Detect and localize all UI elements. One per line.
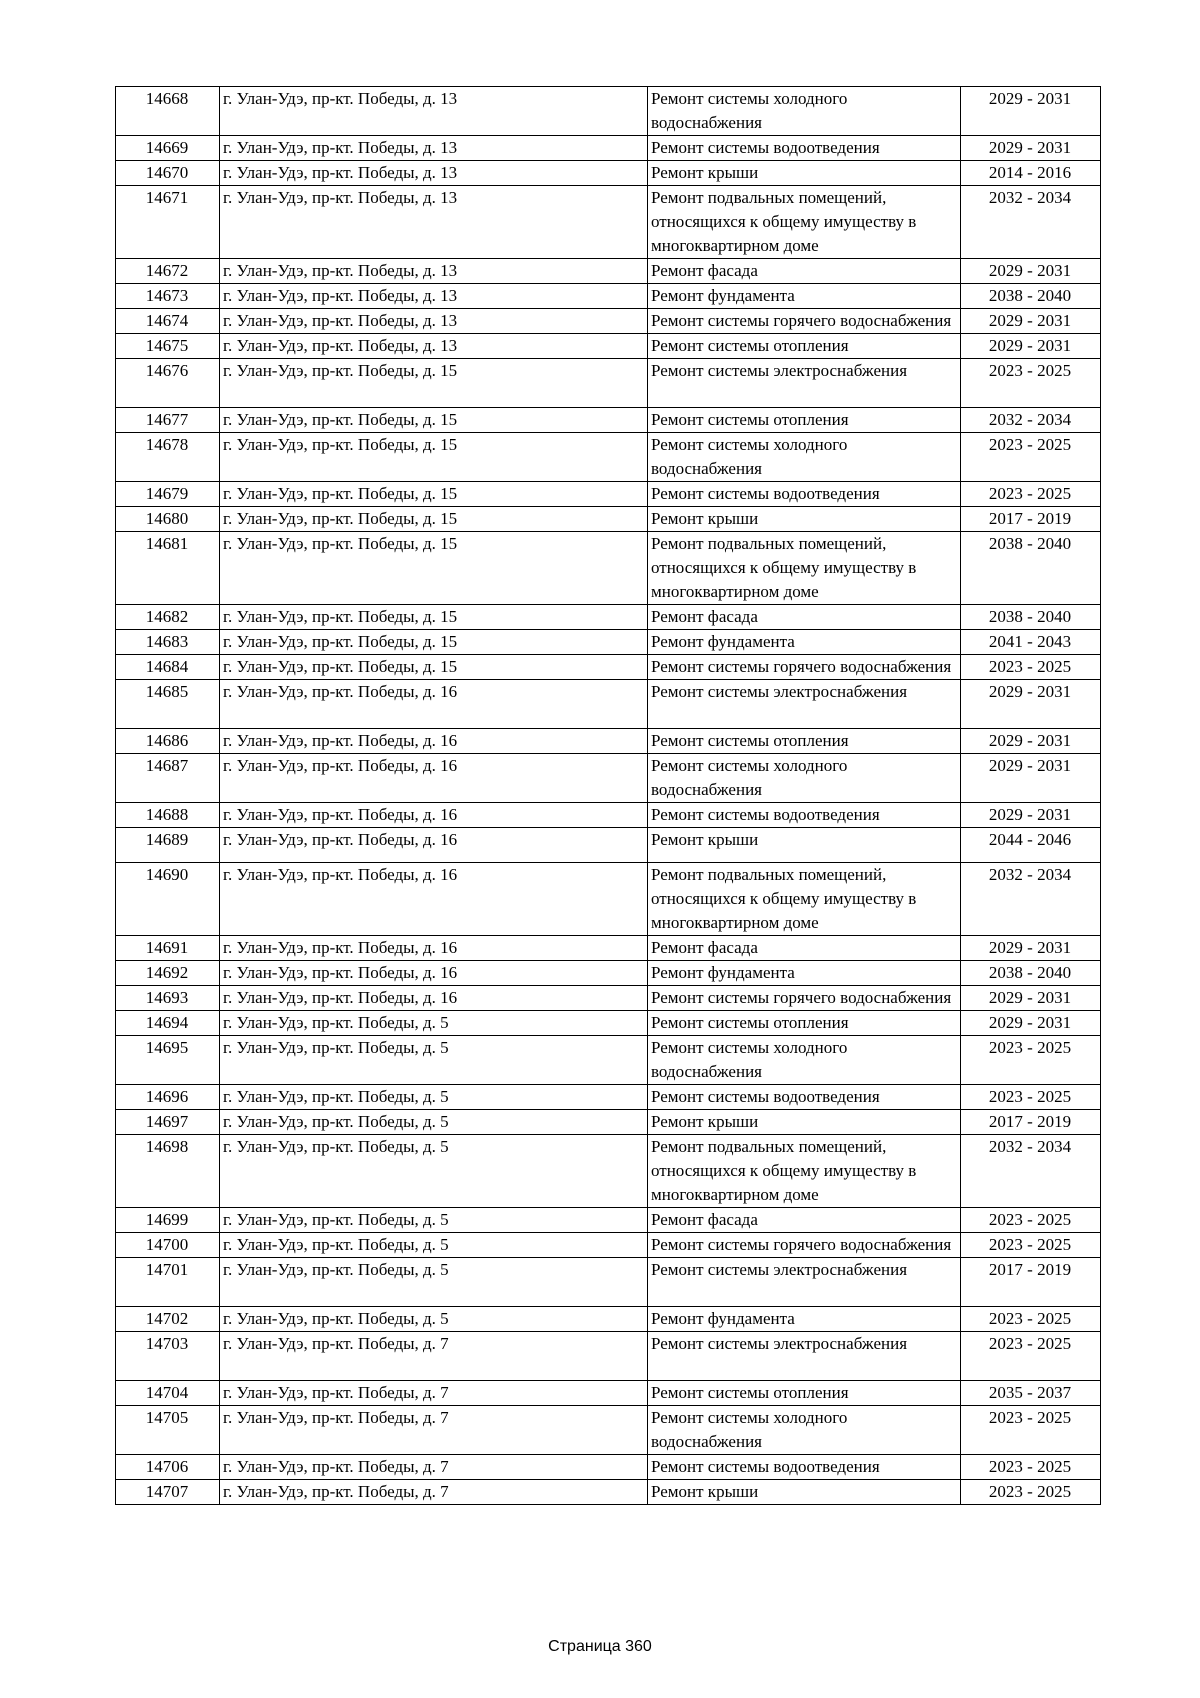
row-period: 2023 - 2025 — [961, 1208, 1101, 1233]
row-period: 2032 - 2034 — [961, 408, 1101, 433]
row-address: г. Улан-Удэ, пр-кт. Победы, д. 16 — [220, 680, 648, 729]
row-number: 14690 — [116, 863, 220, 936]
row-address: г. Улан-Удэ, пр-кт. Победы, д. 16 — [220, 863, 648, 936]
row-work-type: Ремонт крыши — [648, 507, 961, 532]
row-address: г. Улан-Удэ, пр-кт. Победы, д. 16 — [220, 961, 648, 986]
row-work-type: Ремонт системы отопления — [648, 1381, 961, 1406]
table-row — [116, 1011, 1101, 1036]
row-number: 14684 — [116, 655, 220, 680]
row-work-type: Ремонт крыши — [648, 161, 961, 186]
row-period: 2023 - 2025 — [961, 1307, 1101, 1332]
row-address: г. Улан-Удэ, пр-кт. Победы, д. 5 — [220, 1011, 648, 1036]
row-period: 2014 - 2016 — [961, 161, 1101, 186]
table-row — [116, 1085, 1101, 1110]
row-work-type: Ремонт фасада — [648, 605, 961, 630]
row-period: 2038 - 2040 — [961, 284, 1101, 309]
table-row — [116, 1258, 1101, 1307]
row-period: 2023 - 2025 — [961, 1332, 1101, 1381]
row-period: 2029 - 2031 — [961, 803, 1101, 828]
row-address: г. Улан-Удэ, пр-кт. Победы, д. 16 — [220, 936, 648, 961]
row-address: г. Улан-Удэ, пр-кт. Победы, д. 16 — [220, 986, 648, 1011]
row-work-type: Ремонт системы электроснабжения — [648, 680, 961, 729]
row-address: г. Улан-Удэ, пр-кт. Победы, д. 13 — [220, 309, 648, 334]
row-work-type: Ремонт подвальных помещений, относящихся к общему имуществу в многоквартирном доме — [648, 186, 961, 259]
row-address: г. Улан-Удэ, пр-кт. Победы, д. 15 — [220, 359, 648, 408]
row-number: 14697 — [116, 1110, 220, 1135]
row-address: г. Улан-Удэ, пр-кт. Победы, д. 7 — [220, 1480, 648, 1505]
row-work-type: Ремонт системы отопления — [648, 334, 961, 359]
table-row — [116, 1307, 1101, 1332]
table-row — [116, 136, 1101, 161]
table-row — [116, 828, 1101, 863]
row-number: 14687 — [116, 754, 220, 803]
table-row — [116, 729, 1101, 754]
table-body — [116, 87, 1101, 1505]
table-row — [116, 961, 1101, 986]
table-row — [116, 680, 1101, 729]
row-number: 14679 — [116, 482, 220, 507]
table-row — [116, 1332, 1101, 1381]
row-work-type: Ремонт фасада — [648, 259, 961, 284]
row-work-type: Ремонт системы отопления — [648, 1011, 961, 1036]
table-row — [116, 408, 1101, 433]
row-work-type: Ремонт системы отопления — [648, 408, 961, 433]
row-work-type: Ремонт крыши — [648, 1480, 961, 1505]
table-row — [116, 863, 1101, 936]
row-number: 14682 — [116, 605, 220, 630]
row-period: 2023 - 2025 — [961, 1480, 1101, 1505]
row-work-type: Ремонт системы холодного водоснабжения — [648, 87, 961, 136]
row-work-type: Ремонт крыши — [648, 828, 961, 863]
row-address: г. Улан-Удэ, пр-кт. Победы, д. 13 — [220, 186, 648, 259]
row-work-type: Ремонт системы холодного водоснабжения — [648, 754, 961, 803]
row-number: 14677 — [116, 408, 220, 433]
row-address: г. Улан-Удэ, пр-кт. Победы, д. 7 — [220, 1406, 648, 1455]
row-address: г. Улан-Удэ, пр-кт. Победы, д. 15 — [220, 655, 648, 680]
row-number: 14707 — [116, 1480, 220, 1505]
row-address: г. Улан-Удэ, пр-кт. Победы, д. 15 — [220, 605, 648, 630]
row-number: 14672 — [116, 259, 220, 284]
row-address: г. Улан-Удэ, пр-кт. Победы, д. 7 — [220, 1332, 648, 1381]
page-number: Страница 360 — [548, 1638, 652, 1655]
table-row — [116, 754, 1101, 803]
row-period: 2029 - 2031 — [961, 87, 1101, 136]
table-row — [116, 1110, 1101, 1135]
row-address: г. Улан-Удэ, пр-кт. Победы, д. 5 — [220, 1258, 648, 1307]
row-period: 2032 - 2034 — [961, 1135, 1101, 1208]
table-row — [116, 1480, 1101, 1505]
row-work-type: Ремонт системы электроснабжения — [648, 1332, 961, 1381]
row-number: 14669 — [116, 136, 220, 161]
row-number: 14681 — [116, 532, 220, 605]
row-address: г. Улан-Удэ, пр-кт. Победы, д. 7 — [220, 1381, 648, 1406]
row-number: 14703 — [116, 1332, 220, 1381]
row-number: 14691 — [116, 936, 220, 961]
table-row — [116, 803, 1101, 828]
row-number: 14693 — [116, 986, 220, 1011]
row-number: 14670 — [116, 161, 220, 186]
row-number: 14705 — [116, 1406, 220, 1455]
row-period: 2017 - 2019 — [961, 507, 1101, 532]
row-address: г. Улан-Удэ, пр-кт. Победы, д. 15 — [220, 482, 648, 507]
row-work-type: Ремонт фундамента — [648, 284, 961, 309]
row-period: 2023 - 2025 — [961, 1085, 1101, 1110]
row-period: 2029 - 2031 — [961, 754, 1101, 803]
table-row — [116, 87, 1101, 136]
row-number: 14686 — [116, 729, 220, 754]
table-row — [116, 259, 1101, 284]
row-period: 2023 - 2025 — [961, 1455, 1101, 1480]
row-period: 2032 - 2034 — [961, 186, 1101, 259]
row-number: 14701 — [116, 1258, 220, 1307]
row-address: г. Улан-Удэ, пр-кт. Победы, д. 13 — [220, 136, 648, 161]
row-period: 2029 - 2031 — [961, 1011, 1101, 1036]
row-number: 14702 — [116, 1307, 220, 1332]
row-address: г. Улан-Удэ, пр-кт. Победы, д. 15 — [220, 532, 648, 605]
table-row — [116, 186, 1101, 259]
row-number: 14695 — [116, 1036, 220, 1085]
table-row — [116, 433, 1101, 482]
row-work-type: Ремонт системы водоотведения — [648, 1455, 961, 1480]
row-work-type: Ремонт подвальных помещений, относящихся к общему имуществу в многоквартирном доме — [648, 1135, 961, 1208]
table-row — [116, 1036, 1101, 1085]
row-address: г. Улан-Удэ, пр-кт. Победы, д. 13 — [220, 284, 648, 309]
row-period: 2029 - 2031 — [961, 936, 1101, 961]
row-work-type: Ремонт системы холодного водоснабжения — [648, 1406, 961, 1455]
row-period: 2038 - 2040 — [961, 532, 1101, 605]
table-row — [116, 1381, 1101, 1406]
row-period: 2023 - 2025 — [961, 482, 1101, 507]
row-number: 14671 — [116, 186, 220, 259]
row-work-type: Ремонт подвальных помещений, относящихся к общему имуществу в многоквартирном доме — [648, 532, 961, 605]
table-row — [116, 1406, 1101, 1455]
row-work-type: Ремонт фасада — [648, 1208, 961, 1233]
row-work-type: Ремонт системы горячего водоснабжения — [648, 986, 961, 1011]
table-row — [116, 1135, 1101, 1208]
table-row — [116, 507, 1101, 532]
row-work-type: Ремонт фундамента — [648, 961, 961, 986]
row-period: 2023 - 2025 — [961, 1406, 1101, 1455]
table-row — [116, 334, 1101, 359]
row-period: 2029 - 2031 — [961, 334, 1101, 359]
row-work-type: Ремонт системы электроснабжения — [648, 1258, 961, 1307]
row-address: г. Улан-Удэ, пр-кт. Победы, д. 5 — [220, 1110, 648, 1135]
table-row — [116, 532, 1101, 605]
row-period: 2023 - 2025 — [961, 655, 1101, 680]
row-work-type: Ремонт системы водоотведения — [648, 1085, 961, 1110]
row-address: г. Улан-Удэ, пр-кт. Победы, д. 5 — [220, 1307, 648, 1332]
row-number: 14699 — [116, 1208, 220, 1233]
row-period: 2029 - 2031 — [961, 986, 1101, 1011]
row-address: г. Улан-Удэ, пр-кт. Победы, д. 16 — [220, 729, 648, 754]
table-row — [116, 630, 1101, 655]
row-work-type: Ремонт фасада — [648, 936, 961, 961]
row-work-type: Ремонт системы холодного водоснабжения — [648, 433, 961, 482]
row-period: 2029 - 2031 — [961, 729, 1101, 754]
row-work-type: Ремонт системы отопления — [648, 729, 961, 754]
row-number: 14698 — [116, 1135, 220, 1208]
table-row — [116, 1455, 1101, 1480]
row-number: 14675 — [116, 334, 220, 359]
table-row — [116, 1233, 1101, 1258]
row-address: г. Улан-Удэ, пр-кт. Победы, д. 15 — [220, 507, 648, 532]
row-address: г. Улан-Удэ, пр-кт. Победы, д. 15 — [220, 630, 648, 655]
row-period: 2023 - 2025 — [961, 1233, 1101, 1258]
row-number: 14706 — [116, 1455, 220, 1480]
row-number: 14694 — [116, 1011, 220, 1036]
row-period: 2038 - 2040 — [961, 605, 1101, 630]
row-work-type: Ремонт системы горячего водоснабжения — [648, 309, 961, 334]
row-address: г. Улан-Удэ, пр-кт. Победы, д. 15 — [220, 408, 648, 433]
row-period: 2044 - 2046 — [961, 828, 1101, 863]
row-address: г. Улан-Удэ, пр-кт. Победы, д. 16 — [220, 754, 648, 803]
table-row — [116, 655, 1101, 680]
row-number: 14692 — [116, 961, 220, 986]
row-address: г. Улан-Удэ, пр-кт. Победы, д. 13 — [220, 334, 648, 359]
table-row — [116, 482, 1101, 507]
row-work-type: Ремонт подвальных помещений, относящихся к общему имуществу в многоквартирном доме — [648, 863, 961, 936]
table-row — [116, 986, 1101, 1011]
row-address: г. Улан-Удэ, пр-кт. Победы, д. 16 — [220, 828, 648, 863]
row-address: г. Улан-Удэ, пр-кт. Победы, д. 13 — [220, 161, 648, 186]
table-row — [116, 936, 1101, 961]
row-period: 2029 - 2031 — [961, 259, 1101, 284]
row-period: 2029 - 2031 — [961, 309, 1101, 334]
row-number: 14668 — [116, 87, 220, 136]
row-number: 14676 — [116, 359, 220, 408]
row-work-type: Ремонт системы холодного водоснабжения — [648, 1036, 961, 1085]
row-period: 2017 - 2019 — [961, 1258, 1101, 1307]
row-number: 14673 — [116, 284, 220, 309]
row-work-type: Ремонт системы водоотведения — [648, 803, 961, 828]
row-address: г. Улан-Удэ, пр-кт. Победы, д. 15 — [220, 433, 648, 482]
row-address: г. Улан-Удэ, пр-кт. Победы, д. 7 — [220, 1455, 648, 1480]
row-number: 14704 — [116, 1381, 220, 1406]
row-address: г. Улан-Удэ, пр-кт. Победы, д. 16 — [220, 803, 648, 828]
table-row — [116, 284, 1101, 309]
table-row — [116, 359, 1101, 408]
table-row — [116, 605, 1101, 630]
row-address: г. Улан-Удэ, пр-кт. Победы, д. 13 — [220, 259, 648, 284]
row-address: г. Улан-Удэ, пр-кт. Победы, д. 5 — [220, 1135, 648, 1208]
row-address: г. Улан-Удэ, пр-кт. Победы, д. 5 — [220, 1036, 648, 1085]
row-number: 14680 — [116, 507, 220, 532]
row-period: 2038 - 2040 — [961, 961, 1101, 986]
row-number: 14674 — [116, 309, 220, 334]
row-address: г. Улан-Удэ, пр-кт. Победы, д. 5 — [220, 1085, 648, 1110]
row-number: 14688 — [116, 803, 220, 828]
row-period: 2023 - 2025 — [961, 1036, 1101, 1085]
row-work-type: Ремонт системы электроснабжения — [648, 359, 961, 408]
row-period: 2035 - 2037 — [961, 1381, 1101, 1406]
row-number: 14685 — [116, 680, 220, 729]
row-period: 2029 - 2031 — [961, 680, 1101, 729]
table-row — [116, 1208, 1101, 1233]
row-address: г. Улан-Удэ, пр-кт. Победы, д. 5 — [220, 1208, 648, 1233]
row-work-type: Ремонт фундамента — [648, 1307, 961, 1332]
row-work-type: Ремонт системы горячего водоснабжения — [648, 1233, 961, 1258]
row-work-type: Ремонт системы горячего водоснабжения — [648, 655, 961, 680]
table-row — [116, 161, 1101, 186]
row-period: 2023 - 2025 — [961, 433, 1101, 482]
row-period: 2029 - 2031 — [961, 136, 1101, 161]
row-number: 14689 — [116, 828, 220, 863]
row-number: 14683 — [116, 630, 220, 655]
row-number: 14700 — [116, 1233, 220, 1258]
row-period: 2017 - 2019 — [961, 1110, 1101, 1135]
table-row — [116, 309, 1101, 334]
row-number: 14678 — [116, 433, 220, 482]
row-work-type: Ремонт фундамента — [648, 630, 961, 655]
row-work-type: Ремонт системы водоотведения — [648, 136, 961, 161]
row-address: г. Улан-Удэ, пр-кт. Победы, д. 13 — [220, 87, 648, 136]
row-period: 2032 - 2034 — [961, 863, 1101, 936]
row-address: г. Улан-Удэ, пр-кт. Победы, д. 5 — [220, 1233, 648, 1258]
row-work-type: Ремонт крыши — [648, 1110, 961, 1135]
row-work-type: Ремонт системы водоотведения — [648, 482, 961, 507]
row-period: 2023 - 2025 — [961, 359, 1101, 408]
row-number: 14696 — [116, 1085, 220, 1110]
row-period: 2041 - 2043 — [961, 630, 1101, 655]
repair-schedule-table — [115, 86, 1101, 1505]
